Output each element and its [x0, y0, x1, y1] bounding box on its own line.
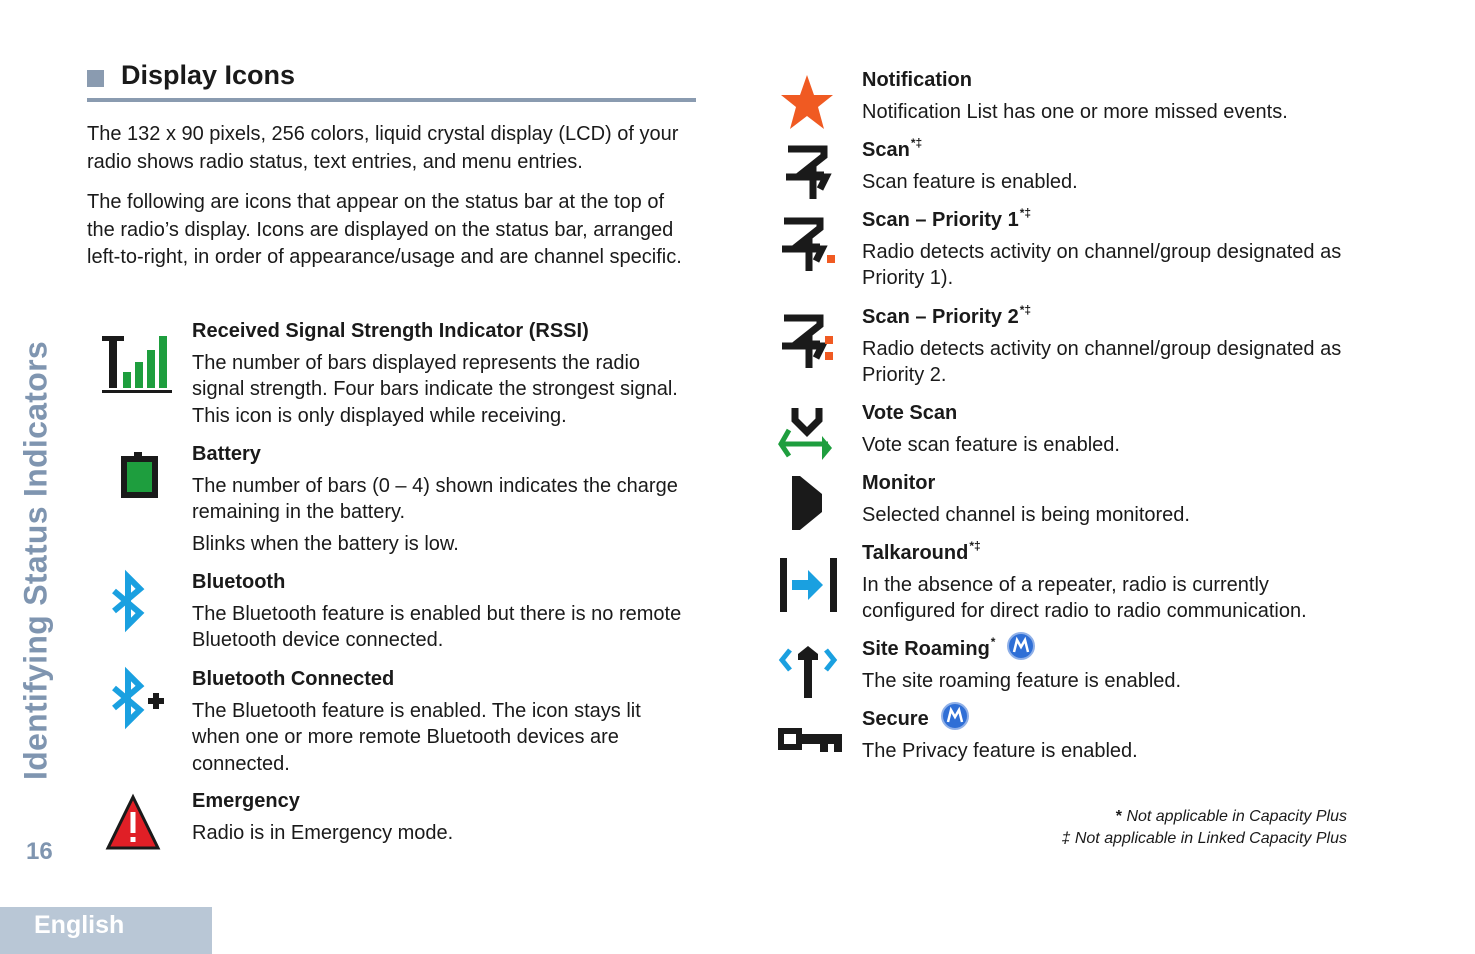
footnote-marks: *‡ [1019, 206, 1032, 220]
emergency-icon [100, 788, 174, 854]
item-description: The Bluetooth feature is enabled. The icon stays lit when one or more remote Bluetooth devices are connected. [192, 699, 641, 775]
item-title: Notification [862, 69, 972, 91]
item-description: The Privacy feature is enabled. [862, 739, 1138, 762]
scan-icon [776, 137, 842, 203]
item-description: Radio detects activity on channel/group designated as Priority 1). [862, 240, 1342, 289]
talkaround-icon [776, 540, 842, 616]
intro-paragraph-1: The 132 x 90 pixels, 256 colors, liquid crystal display (LCD) of your radio shows radio status, text entries, and menu entries. [87, 123, 679, 173]
side-section-title: Identifying Status Indicators [17, 341, 54, 780]
item-title: Scan *‡ [862, 136, 923, 161]
motorola-badge-icon [941, 702, 969, 730]
intro-paragraph-2: The following are icons that appear on the status bar at the top of the radio’s display. Icons are displayed on the status bar, arranged left-to-right, in order of appearance/usage and are channel specific. [87, 191, 682, 268]
footnote-marks: * [990, 635, 996, 649]
heading-rule [87, 98, 696, 102]
item-title: Bluetooth [192, 571, 286, 593]
item-title: Site Roaming * [862, 636, 1362, 663]
item-description: The Bluetooth feature is enabled but there is no remote Bluetooth device connected. [192, 602, 682, 651]
bluetooth-icon [100, 569, 174, 635]
item-description: Scan feature is enabled. [862, 170, 1078, 193]
item-description: The number of bars (0 – 4) shown indicates the charge remaining in the battery. [192, 474, 678, 523]
scan-priority-2-icon [776, 304, 842, 374]
footnote-marks: *‡ [969, 539, 981, 553]
page-number: 16 [26, 838, 53, 865]
item-description: Vote scan feature is enabled. [862, 433, 1120, 456]
item-description: The number of bars displayed represents the radio signal strength. Four bars indicate the strongest signal. This icon is only displayed while receiving. [192, 351, 678, 427]
item-description: Radio detects activity on channel/group designated as Priority 2. [862, 337, 1342, 386]
section-heading [87, 60, 696, 102]
footnote-linked-capacity-plus: ‡ Not applicable in Linked Capacity Plus [1061, 830, 1347, 847]
item-description: The site roaming feature is enabled. [862, 669, 1182, 692]
item-title: Received Signal Strength Indicator (RSSI) [192, 320, 589, 342]
scan-priority-1-icon [776, 207, 842, 277]
monitor-speaker-icon [776, 470, 842, 536]
language-tab: English [0, 907, 212, 954]
item-title: Battery [192, 443, 261, 465]
section-title: Display Icons [121, 60, 296, 90]
secure-key-icon [776, 706, 846, 772]
item-description: Selected channel is being monitored. [862, 503, 1190, 526]
bluetooth-connected-icon [100, 666, 174, 732]
battery-icon [100, 441, 174, 501]
item-description: Notification List has one or more missed events. [862, 100, 1288, 123]
item-description-extra: Blinks when the battery is low. [192, 532, 459, 555]
item-title: Monitor [862, 472, 936, 494]
item-title: Emergency [192, 790, 300, 812]
item-title: Scan – Priority 2 *‡ [862, 303, 1032, 328]
item-title: Secure [862, 706, 1362, 733]
motorola-badge-icon [1007, 632, 1035, 660]
rssi-icon [100, 318, 174, 394]
item-description: In the absence of a repeater, radio is currently configured for direct radio to radio communication. [862, 573, 1307, 622]
footnote-capacity-plus: * Not applicable in Capacity Plus [1115, 808, 1347, 825]
item-title: Vote Scan [862, 402, 958, 424]
item-description: Radio is in Emergency mode. [192, 821, 454, 844]
footnote-marks: *‡ [1019, 303, 1032, 317]
site-roaming-icon [776, 636, 842, 702]
vote-scan-icon [776, 400, 842, 466]
notification-star-icon [776, 67, 842, 133]
item-title: Scan – Priority 1 *‡ [862, 206, 1032, 231]
item-title: Talkaround *‡ [862, 539, 981, 564]
footnote-marks: *‡ [910, 136, 923, 150]
item-title: Bluetooth Connected [192, 668, 395, 690]
heading-square-icon [87, 70, 104, 87]
